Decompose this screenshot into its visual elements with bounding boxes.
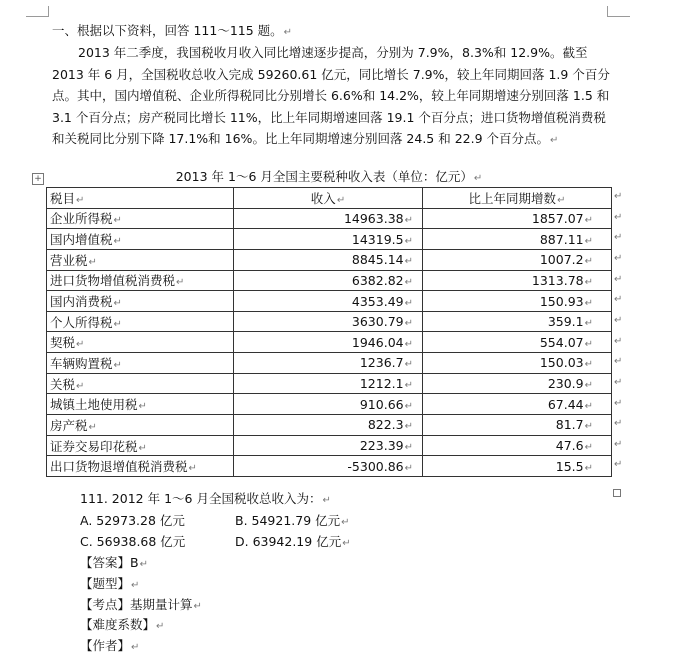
revenue-cell: 1236.7↵ — [234, 353, 423, 374]
row-end-mark: ↵ — [614, 294, 623, 306]
tax-revenue-table — [46, 187, 612, 477]
table-title: 2013 年 1～6 月全国主要税种收入表（单位：亿元）↵ — [175, 169, 483, 184]
increase-cell: 230.9↵ — [423, 373, 612, 394]
table-row — [47, 373, 612, 394]
increase-cell: 1313.78↵ — [423, 270, 612, 291]
row-end-mark: ↵ — [614, 418, 623, 430]
row-end-mark: ↵ — [614, 397, 623, 409]
revenue-text: 910.66 — [359, 396, 404, 412]
increase-text: 1007.2 — [539, 252, 584, 268]
tax-item-cell: 国内消费税↵ — [47, 291, 234, 312]
row-end-mark: ↵ — [614, 335, 623, 347]
increase-cell: 150.93↵ — [423, 291, 612, 312]
tax-item-text: 车辆购置税 — [50, 355, 113, 371]
increase-cell: 比上年同期增数↵ — [423, 188, 612, 209]
table-row — [47, 291, 612, 312]
tax-item-cell: 国内增值税↵ — [47, 229, 234, 250]
tax-item-cell: 企业所得税↵ — [47, 208, 234, 229]
tax-item-text: 进口货物增值税消费税 — [50, 273, 176, 289]
answer-line: 【答案】B↵ — [80, 555, 148, 570]
row-end-mark: ↵ — [614, 211, 623, 223]
page-corner-mark-left — [26, 6, 49, 17]
revenue-text: 4353.49 — [351, 293, 404, 309]
section-heading: 一、根据以下资料，回答 111～115 题。↵ — [52, 23, 293, 38]
table-row — [47, 249, 612, 270]
revenue-cell: 8845.14↵ — [234, 249, 423, 270]
tax-item-text: 个人所得税 — [50, 314, 113, 330]
tax-item-text: 房产税 — [50, 417, 88, 433]
revenue-cell: 910.66↵ — [234, 394, 423, 415]
tax-item-cell: 车辆购置税↵ — [47, 353, 234, 374]
tax-item-text: 城镇土地使用税 — [50, 397, 138, 413]
revenue-text: 8845.14 — [351, 252, 404, 268]
increase-text: 67.44 — [547, 396, 584, 412]
revenue-cell: 1946.04↵ — [234, 332, 423, 353]
table-row — [47, 332, 612, 353]
revenue-cell: 822.3↵ — [234, 415, 423, 436]
passage-paragraph: 2013 年二季度，我国税收月收入同比增速逐步提高，分别为 7.9%，8.3%和 12.9%。截至 2013 年 6 月，全国税收总收入完成 59260.61 亿元，同比增长 7.9%，较上年同期回落 1.9 个百分点。其中，国内增值税、企业所得税同比分别增长 6.6%和 14.2%，较上年同期增速分别回落 1.5 和 3.1 个百分点；房产税同比增长 11%，比上年同期增速回落 19.1 个百分点；进口货物增值税消费税和关税同比分别下降 17.1%和 16%。比上年同期增速分别回落 24.5 和 22.9 个百分点。↵ — [52, 45, 610, 147]
increase-cell: 150.03↵ — [423, 353, 612, 374]
increase-cell: 887.11↵ — [423, 229, 612, 250]
difficulty-line: 【难度系数】↵ — [80, 617, 165, 632]
tax-item-text: 出口货物退增值税消费税 — [50, 459, 188, 475]
revenue-text: 1236.7 — [359, 355, 404, 371]
revenue-text: 822.3 — [367, 417, 404, 433]
tax-item-cell: 营业税↵ — [47, 249, 234, 270]
table-row — [47, 229, 612, 250]
option-d: D. 63942.19 亿元↵ — [235, 534, 351, 549]
option-c: C. 56938.68 亿元 — [80, 534, 186, 549]
author-line: 【作者】↵ — [80, 638, 140, 653]
increase-cell: 1007.2↵ — [423, 249, 612, 270]
tax-item-cell: 契税↵ — [47, 332, 234, 353]
revenue-cell: 3630.79↵ — [234, 311, 423, 332]
option-b: B. 54921.79 亿元↵ — [235, 513, 350, 528]
increase-cell: 47.6↵ — [423, 435, 612, 456]
table-resize-handle[interactable] — [613, 489, 621, 497]
table-row — [47, 435, 612, 456]
increase-text: 比上年同期增数 — [468, 190, 557, 206]
page-corner-mark-right — [607, 6, 630, 17]
row-end-mark: ↵ — [614, 356, 623, 368]
increase-text: 15.5 — [555, 458, 584, 474]
increase-cell: 554.07↵ — [423, 332, 612, 353]
table-row — [47, 415, 612, 436]
increase-text: 359.1 — [547, 314, 584, 330]
tax-item-text: 税目 — [50, 190, 76, 206]
tax-item-text: 契税 — [50, 335, 76, 351]
revenue-cell: 14963.38↵ — [234, 208, 423, 229]
increase-text: 47.6 — [555, 438, 584, 453]
tax-item-text: 关税 — [50, 376, 76, 392]
tax-item-text: 证券交易印花税 — [50, 438, 138, 454]
tax-item-text: 国内增值税 — [50, 232, 113, 248]
revenue-text: 14319.5 — [351, 231, 404, 247]
increase-cell: 1857.07↵ — [423, 208, 612, 229]
revenue-cell: 223.39↵ — [234, 435, 423, 456]
row-end-mark: ↵ — [614, 273, 623, 285]
increase-cell: 81.7↵ — [423, 415, 612, 436]
tax-item-cell: 城镇土地使用税↵ — [47, 394, 234, 415]
tax-item-cell: 税目↵ — [47, 188, 234, 209]
row-end-mark: ↵ — [614, 232, 623, 244]
row-end-mark: ↵ — [614, 376, 623, 388]
revenue-text: -5300.86 — [347, 458, 404, 474]
tax-item-cell: 进口货物增值税消费税↵ — [47, 270, 234, 291]
revenue-cell: -5300.86↵ — [234, 456, 423, 477]
revenue-text: 3630.79 — [351, 314, 404, 330]
row-end-mark: ↵ — [614, 314, 623, 326]
question-type-line: 【题型】↵ — [80, 576, 140, 591]
revenue-cell: 6382.82↵ — [234, 270, 423, 291]
table-row — [47, 311, 612, 332]
revenue-text: 14963.38 — [343, 210, 404, 226]
table-row — [47, 394, 612, 415]
revenue-cell: 1212.1↵ — [234, 373, 423, 394]
revenue-cell: 4353.49↵ — [234, 291, 423, 312]
increase-text: 150.93 — [539, 293, 584, 309]
table-move-handle-icon[interactable]: + — [32, 173, 44, 185]
revenue-cell: 14319.5↵ — [234, 229, 423, 250]
tax-item-cell: 证券交易印花税↵ — [47, 435, 234, 456]
row-end-mark: ↵ — [614, 252, 623, 264]
tax-item-cell: 房产税↵ — [47, 415, 234, 436]
revenue-cell: 收入↵ — [234, 188, 423, 209]
row-end-mark: ↵ — [614, 459, 623, 471]
tax-item-text: 国内消费税 — [50, 294, 113, 310]
table-row — [47, 270, 612, 291]
increase-text: 1857.07 — [531, 210, 584, 226]
knowledge-point-line: 【考点】基期量计算↵ — [80, 597, 202, 612]
increase-cell: 359.1↵ — [423, 311, 612, 332]
increase-text: 150.03 — [539, 355, 584, 371]
revenue-text: 6382.82 — [351, 272, 404, 288]
row-end-mark: ↵ — [614, 191, 623, 202]
table-header-row — [47, 188, 612, 209]
tax-item-text: 企业所得税 — [50, 211, 113, 227]
increase-text: 81.7 — [555, 417, 584, 433]
increase-text: 887.11 — [539, 231, 584, 247]
increase-cell: 67.44↵ — [423, 394, 612, 415]
increase-cell: 15.5↵ — [423, 456, 612, 477]
tax-item-cell: 关税↵ — [47, 373, 234, 394]
increase-text: 230.9 — [547, 376, 584, 392]
table-row — [47, 353, 612, 374]
tax-item-cell: 出口货物退增值税消费税↵ — [47, 456, 234, 477]
table-row — [47, 456, 612, 477]
tax-item-cell: 个人所得税↵ — [47, 311, 234, 332]
revenue-text: 1946.04 — [351, 334, 404, 350]
increase-text: 554.07 — [539, 334, 584, 350]
increase-text: 1313.78 — [531, 272, 584, 288]
option-a: A. 52973.28 亿元 — [80, 513, 185, 528]
row-end-mark: ↵ — [614, 438, 623, 450]
revenue-text: 223.39 — [359, 438, 404, 453]
revenue-text: 1212.1 — [359, 376, 404, 392]
table-row — [47, 208, 612, 229]
question-stem: 111. 2012 年 1～6 月全国税收总收入为：↵ — [80, 491, 331, 506]
revenue-text: 收入 — [310, 190, 336, 206]
tax-item-text: 营业税 — [50, 252, 88, 268]
